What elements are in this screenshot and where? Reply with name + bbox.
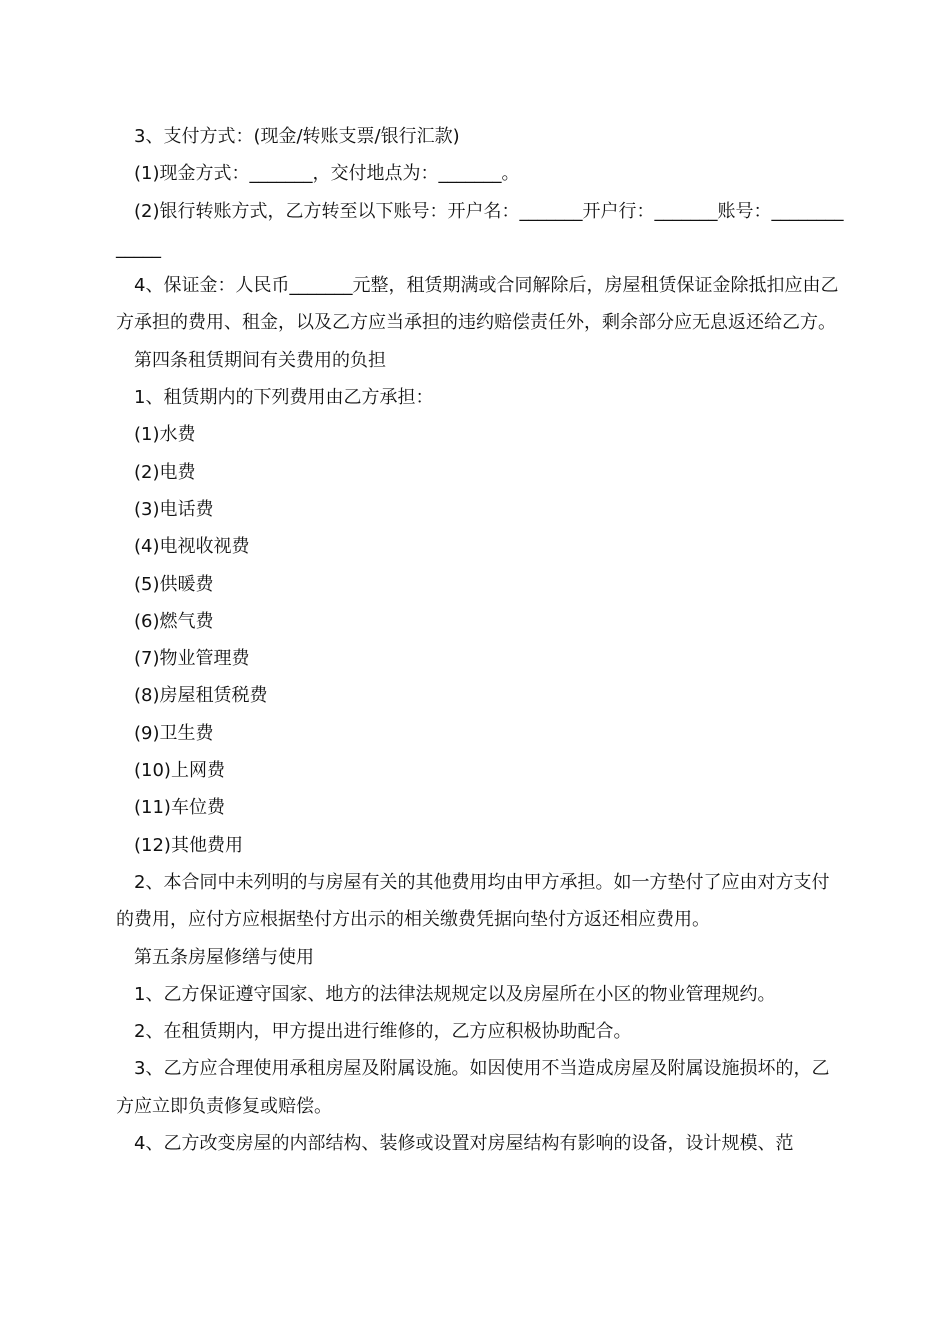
tenant-fees-intro: 1、租赁期内的下列费用由乙方承担： [134, 387, 434, 409]
repair-clause-4: 4、乙方改变房屋的内部结构、装修或设置对房屋结构有影响的设备，设计规模、范 [134, 1133, 794, 1155]
cash-payment-line: (1)现金方式：_______，交付地点为：_______。 [134, 163, 520, 185]
fee-item-property-management: (7)物业管理费 [134, 648, 250, 670]
deposit-clause: 4、保证金：人民币_______元整，租赁期满或合同解除后，房屋租赁保证金除抵扣应由乙方承担的费用、租金，以及乙方应当承担的违约赔偿责任外，剩余部分应无息返还给乙方。 [116, 275, 839, 334]
fee-item-gas: (6)燃气费 [134, 610, 214, 632]
article-five-heading: 第五条房屋修缮与使用 [134, 946, 314, 968]
fee-item-parking: (11)车位费 [134, 797, 225, 819]
fee-item-tv: (4)电视收视费 [134, 536, 250, 558]
fee-item-electricity: (2)电费 [134, 461, 196, 483]
fee-item-heating: (5)供暖费 [134, 573, 214, 595]
repair-clause-1: 1、乙方保证遵守国家、地方的法律法规规定以及房屋所在小区的物业管理规约。 [134, 983, 776, 1005]
fee-item-internet: (10)上网费 [134, 760, 225, 782]
repair-clause-3: 3、乙方应合理使用承租房屋及附属设施。如因使用不当造成房屋及附属设施损坏的，乙方应立即负责修复或赔偿。 [116, 1058, 830, 1117]
fee-item-sanitation: (9)卫生费 [134, 722, 214, 744]
document-body [116, 118, 844, 1162]
fee-item-other: (12)其他费用 [134, 834, 243, 856]
article-four-heading: 第四条租赁期间有关费用的负担 [134, 349, 386, 371]
bank-transfer-line: (2)银行转账方式，乙方转至以下账号：开户名：_______开户行：_______账号：_____________ [116, 200, 844, 259]
fee-item-telephone: (3)电话费 [134, 498, 214, 520]
landlord-fees-clause: 2、本合同中未列明的与房屋有关的其他费用均由甲方承担。如一方垫付了应由对方支付的费用，应付方应根据垫付方出示的相关缴费凭据向垫付方返还相应费用。 [116, 871, 830, 931]
fee-item-rental-tax: (8)房屋租赁税费 [134, 685, 268, 707]
payment-method-clause: 3、支付方式：(现金/转账支票/银行汇款) [134, 126, 460, 147]
repair-clause-2: 2、在租赁期内，甲方提出进行维修的，乙方应积极协助配合。 [134, 1021, 632, 1043]
fee-item-water: (1)水费 [134, 424, 196, 446]
